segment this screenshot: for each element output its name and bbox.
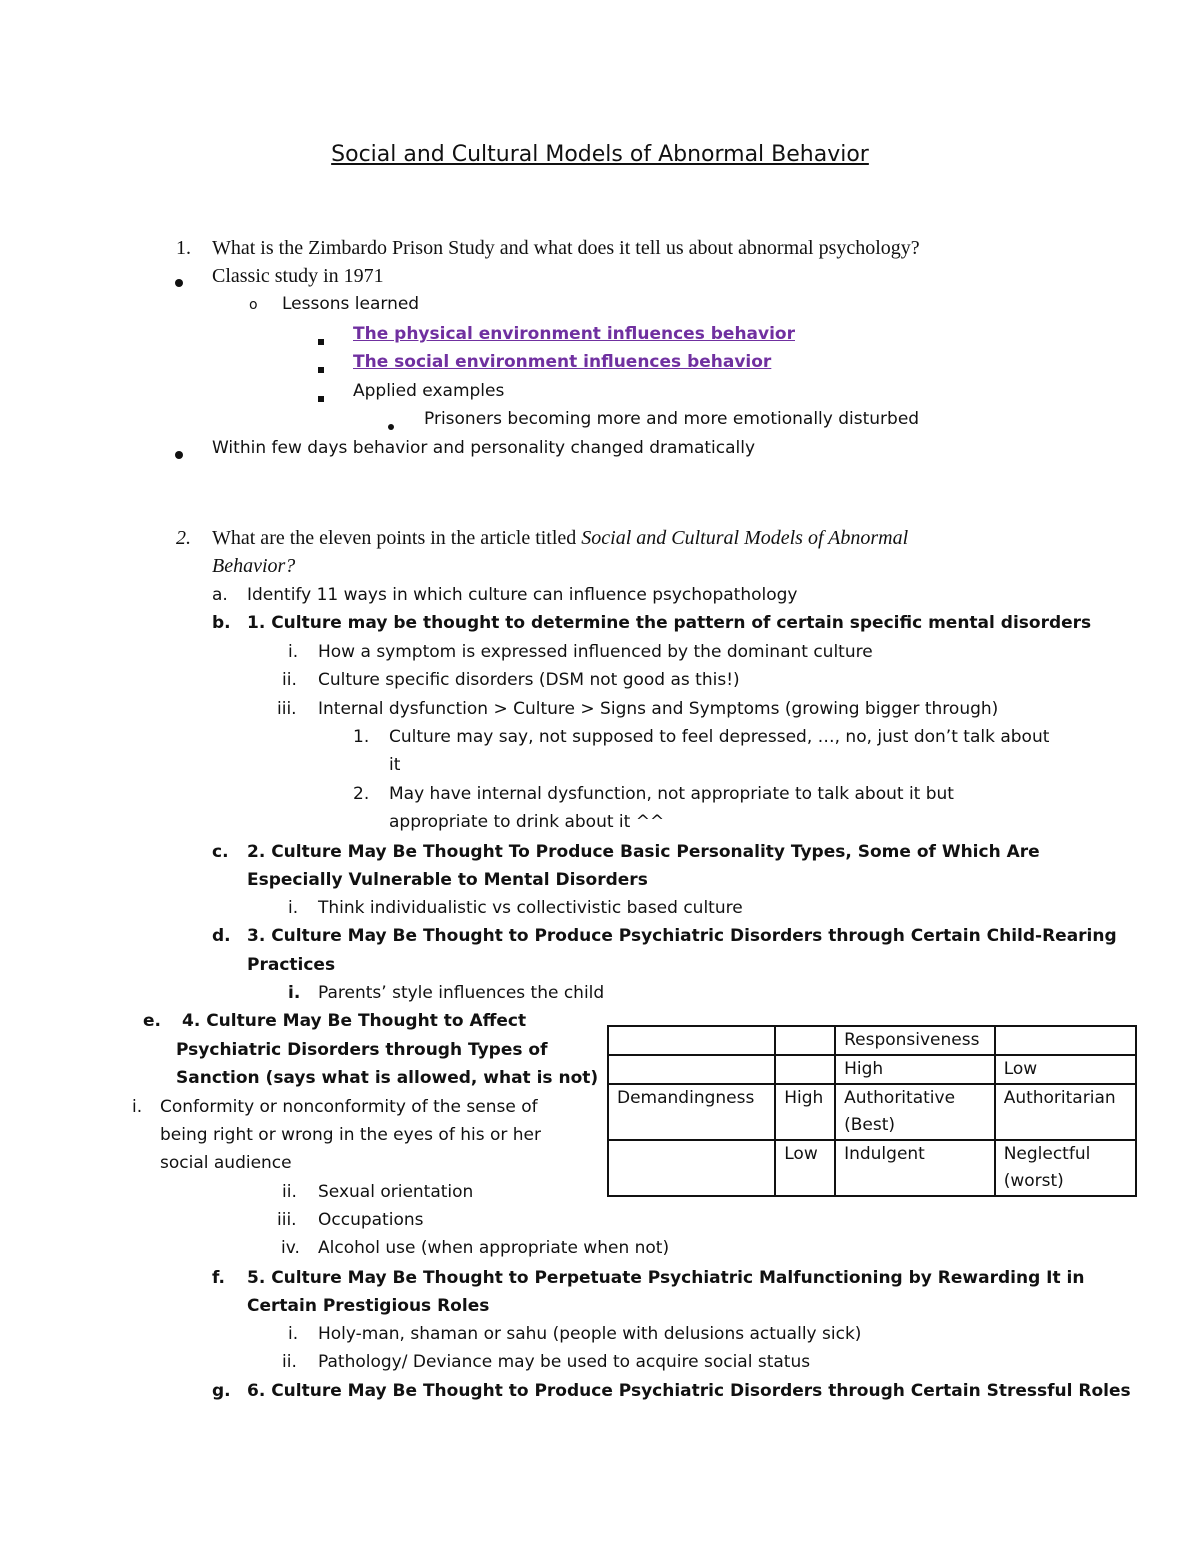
q2-b-iii-1-cont: it: [389, 755, 401, 775]
square-bullet-icon: [318, 358, 324, 377]
q2-b: 1. Culture may be thought to determine the pattern of certain specific mental disorders: [247, 613, 1092, 633]
table-row: [608, 1026, 1136, 1055]
list-marker: f.: [212, 1268, 225, 1288]
cell-indulgent: Indulgent: [835, 1140, 995, 1196]
header-responsiveness: Responsiveness: [835, 1026, 995, 1055]
q2-c-i: Think individualistic vs collectivistic based culture: [318, 898, 743, 918]
list-marker: ii.: [282, 1352, 297, 1372]
q2-number: 2.: [176, 527, 191, 549]
header-high: High: [835, 1055, 995, 1084]
q2-c: 2. Culture May Be Thought To Produce Basic Personality Types, Some of Which Are: [247, 842, 1040, 862]
q2-d-cont: Practices: [247, 955, 336, 975]
circle-bullet-icon: o: [249, 297, 258, 313]
table-cell-empty: [608, 1026, 775, 1055]
q1-number: 1.: [176, 237, 191, 259]
header-demandingness: Demandingness: [608, 1084, 775, 1140]
square-bullet-icon: [318, 387, 324, 406]
list-marker: iii.: [277, 699, 297, 719]
table-cell-empty: [608, 1140, 775, 1196]
q2-e-i-cont: being right or wrong in the eyes of his or her: [160, 1125, 541, 1145]
q2-e-cont2: Sanction (says what is allowed, what is not): [176, 1068, 599, 1088]
q2-b-iii-2: May have internal dysfunction, not appropriate to talk about it but: [389, 784, 954, 804]
table-cell-empty: [995, 1026, 1136, 1055]
bullet-dot-icon: [388, 415, 394, 434]
header-low: Low: [995, 1055, 1136, 1084]
list-marker: i.: [132, 1097, 143, 1117]
list-marker: i.: [288, 642, 299, 662]
row-low: Low: [775, 1140, 835, 1196]
row-high: High: [775, 1084, 835, 1140]
q2-e-iii: Occupations: [318, 1210, 424, 1230]
list-marker: 2.: [353, 784, 370, 804]
square-bullet-icon: [318, 330, 324, 349]
page-title: Social and Cultural Models of Abnormal Behavior: [331, 142, 869, 167]
table-cell-empty: [775, 1026, 835, 1055]
bullet-dot-icon: [175, 272, 183, 291]
q2-b-iii-2-cont: appropriate to drink about it ^^: [389, 812, 665, 832]
table-cell-empty: [775, 1055, 835, 1084]
q2-b-i: How a symptom is expressed influenced by the dominant culture: [318, 642, 873, 662]
cell-neglectful: Neglectful (worst): [995, 1140, 1136, 1196]
q2-d: 3. Culture May Be Thought to Produce Psychiatric Disorders through Certain Child-Rearing: [247, 926, 1117, 946]
q1-applied-examples: Applied examples: [353, 381, 505, 401]
cell-authoritarian: Authoritarian: [995, 1084, 1136, 1140]
list-marker: i.: [288, 983, 301, 1003]
list-marker: a.: [212, 585, 228, 605]
bullet-dot-icon: [175, 444, 183, 463]
q2-a: Identify 11 ways in which culture can influence psychopathology: [247, 585, 798, 605]
list-marker: iii.: [277, 1210, 297, 1230]
list-marker: i.: [288, 898, 299, 918]
list-marker: 1.: [353, 727, 370, 747]
q2-f-ii: Pathology/ Deviance may be used to acquire social status: [318, 1352, 811, 1372]
q2-question-cont: Behavior?: [212, 555, 296, 577]
q2-b-iii: Internal dysfunction > Culture > Signs and Symptoms (growing bigger through): [318, 699, 999, 719]
q1-prisoners: Prisoners becoming more and more emotionally disturbed: [424, 409, 920, 429]
q2-e: 4. Culture May Be Thought to Affect: [182, 1011, 527, 1031]
list-marker: e.: [143, 1011, 161, 1031]
q2-e-i: Conformity or nonconformity of the sense of: [160, 1097, 538, 1117]
table-cell-empty: [608, 1055, 775, 1084]
list-marker: ii.: [282, 1182, 297, 1202]
list-marker: g.: [212, 1381, 231, 1401]
q1-social-environment: The social environment influences behavior: [353, 352, 772, 372]
q1-within-few-days: Within few days behavior and personality changed dramatically: [212, 438, 756, 458]
q2-d-i: Parents’ style influences the child: [318, 983, 605, 1003]
table-row: [608, 1140, 1136, 1196]
q2-e-iv: Alcohol use (when appropriate when not): [318, 1238, 670, 1258]
q1-lessons-learned: Lessons learned: [282, 294, 420, 314]
q1-question: What is the Zimbardo Prison Study and what does it tell us about abnormal psychology?: [212, 237, 920, 259]
q2-f-i: Holy-man, shaman or sahu (people with delusions actually sick): [318, 1324, 862, 1344]
q2-e-i-cont2: social audience: [160, 1153, 292, 1173]
list-marker: b.: [212, 613, 231, 633]
q2-b-ii: Culture specific disorders (DSM not good as this!): [318, 670, 740, 690]
q2-f-cont: Certain Prestigious Roles: [247, 1296, 490, 1316]
list-marker: i.: [288, 1324, 299, 1344]
q2-b-iii-1: Culture may say, not supposed to feel depressed, …, no, just don’t talk about: [389, 727, 1050, 747]
list-marker: d.: [212, 926, 231, 946]
list-marker: c.: [212, 842, 229, 862]
parenting-styles-table: [607, 1025, 1137, 1197]
q2-e-ii: Sexual orientation: [318, 1182, 474, 1202]
table-row: [608, 1084, 1136, 1140]
q2-g: 6. Culture May Be Thought to Produce Psychiatric Disorders through Certain Stressful Roles: [247, 1381, 1131, 1401]
list-marker: iv.: [281, 1238, 300, 1258]
q1-physical-environment: The physical environment influences behavior: [353, 324, 795, 344]
q2-e-cont: Psychiatric Disorders through Types of: [176, 1040, 548, 1060]
q1-classic-study: Classic study in 1971: [212, 265, 384, 287]
q2-question: What are the eleven points in the article titled Social and Cultural Models of Abnormal: [212, 527, 909, 549]
q2-f: 5. Culture May Be Thought to Perpetuate Psychiatric Malfunctioning by Rewarding It in: [247, 1268, 1085, 1288]
list-marker: ii.: [282, 670, 297, 690]
q2-c-cont: Especially Vulnerable to Mental Disorders: [247, 870, 648, 890]
cell-authoritative: Authoritative (Best): [835, 1084, 995, 1140]
table-row: [608, 1055, 1136, 1084]
